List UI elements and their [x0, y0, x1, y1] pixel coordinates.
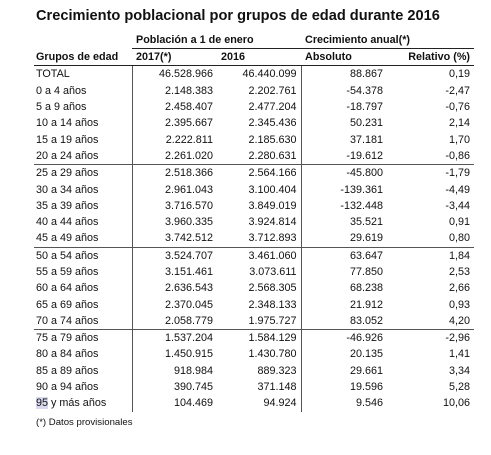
cell-absoluto: 19.596 [301, 379, 387, 395]
cell-relativo: 0,93 [449, 298, 471, 311]
table-row [34, 66, 474, 83]
row-label: 0 a 4 años [36, 84, 87, 97]
cell-relativo: -4,49 [445, 183, 471, 196]
cell-2017: 2.518.366 [132, 165, 217, 182]
table-title: Crecimiento poblacional por grupos de edad durante 2016 [36, 8, 440, 24]
cell-2017: 3.151.461 [132, 264, 217, 280]
cell-2017: 3.742.512 [132, 230, 217, 247]
row-label: 40 a 44 años [36, 216, 99, 229]
row-label: TOTAL [36, 68, 70, 81]
cell-2017: 3.524.707 [132, 247, 217, 264]
header-group-row [34, 32, 474, 49]
header-column-row [34, 49, 474, 66]
row-label: 70 a 74 años [36, 314, 99, 327]
row-label: 45 a 49 años [36, 232, 99, 245]
table-row [34, 214, 474, 230]
cell-absoluto: 21.912 [301, 296, 387, 312]
cell-relativo: 0,80 [449, 232, 471, 245]
table-row [34, 131, 474, 147]
cell-2016: 3.100.404 [248, 183, 297, 196]
cell-absoluto: 37.181 [301, 131, 387, 147]
row-label: 75 a 79 años [34, 330, 132, 347]
cell-2017: 2.370.045 [132, 296, 217, 312]
table-row [34, 264, 474, 280]
table-row [34, 115, 474, 131]
row-label: 80 a 84 años [36, 348, 99, 361]
footnote: (*) Datos provisionales [36, 416, 133, 428]
cell-2017: 3.716.570 [132, 198, 217, 214]
cell-2017: 46.528.966 [132, 66, 217, 83]
table-row [34, 395, 474, 411]
row-label: 50 a 54 años [34, 247, 132, 264]
cell-absoluto: -132.448 [301, 198, 387, 214]
cell-absoluto: -19.612 [301, 148, 387, 165]
cell-absoluto: -45.800 [301, 165, 387, 182]
cell-2017: 2.961.043 [132, 181, 217, 197]
row-label: 35 a 39 años [36, 199, 99, 212]
cell-relativo: 0,91 [449, 216, 471, 229]
cell-relativo: 1,84 [387, 247, 474, 264]
cell-relativo: 1,70 [449, 133, 471, 146]
row-label: 25 a 29 años [34, 165, 132, 182]
row-label [34, 395, 132, 411]
cell-absoluto: -46.926 [301, 330, 387, 347]
cell-2016: 2.564.166 [217, 165, 301, 182]
cell-2016: 2.477.204 [248, 101, 297, 114]
cell-absoluto: 20.135 [301, 346, 387, 362]
row-label: 10 a 14 años [36, 117, 99, 130]
table-row [34, 313, 474, 330]
table-row [34, 247, 474, 264]
row-label: 30 a 34 años [36, 183, 99, 196]
cell-relativo: 0,19 [449, 68, 471, 81]
cell-2016: 94.924 [263, 397, 297, 410]
table-row [34, 346, 474, 362]
cell-2016: 2.280.631 [248, 149, 297, 162]
header-poblacion: Población a 1 de enero [132, 32, 301, 49]
cell-2016: 46.440.099 [242, 68, 297, 81]
cell-2017: 2.395.667 [132, 115, 217, 131]
table-row [34, 363, 474, 379]
row-label-rest: y más años [48, 397, 107, 410]
cell-absoluto: 77.850 [301, 264, 387, 280]
cell-relativo: 1,41 [449, 348, 471, 361]
header-2017: 2017(*) [132, 49, 217, 66]
cell-absoluto: 29.619 [301, 230, 387, 247]
cell-relativo: -2,96 [387, 330, 474, 347]
cell-2017: 1.450.915 [132, 346, 217, 362]
cell-absoluto: 68.238 [301, 280, 387, 296]
row-label: 5 a 9 años [36, 101, 87, 114]
cell-relativo: -0,86 [445, 149, 471, 162]
cell-2016: 2.202.761 [248, 84, 297, 97]
cell-relativo: 2,14 [449, 117, 471, 130]
cell-relativo: 5,28 [449, 381, 471, 394]
cell-absoluto: 63.647 [301, 247, 387, 264]
table-row [34, 83, 474, 99]
cell-2016: 3.849.019 [248, 199, 297, 212]
table-row [34, 165, 474, 182]
cell-2016: 1.584.129 [217, 330, 301, 347]
cell-2016: 1.430.780 [248, 348, 297, 361]
cell-2016: 2.348.133 [248, 298, 297, 311]
row-label: 90 a 94 años [36, 381, 99, 394]
cell-absoluto: -139.361 [301, 181, 387, 197]
table-row [34, 296, 474, 312]
table-row [34, 330, 474, 347]
table-row [34, 230, 474, 247]
row-label: 85 a 89 años [36, 364, 99, 377]
header-grupos: Grupos de edad [34, 49, 132, 66]
header-relativo: Relativo (%) [387, 49, 474, 66]
cell-2017: 1.537.204 [132, 330, 217, 347]
cell-2017: 2.148.383 [132, 83, 217, 99]
cell-absoluto: -54.378 [301, 83, 387, 99]
table-row [34, 181, 474, 197]
cell-relativo: -1,79 [387, 165, 474, 182]
cell-2016: 3.073.611 [249, 266, 297, 278]
table-row [34, 280, 474, 296]
table-row [34, 148, 474, 165]
cell-2017: 2.636.543 [132, 280, 217, 296]
cell-relativo: 3,34 [449, 364, 471, 377]
cell-absoluto: 9.546 [301, 395, 387, 411]
cell-2016: 3.712.893 [248, 232, 297, 245]
cell-2016: 889.323 [257, 364, 297, 377]
cell-relativo: -2,47 [445, 84, 471, 97]
table-row [34, 99, 474, 115]
cell-2017: 104.469 [132, 395, 217, 411]
cell-2016: 2.345.436 [248, 117, 297, 130]
cell-2017: 2.058.779 [132, 313, 217, 330]
cell-2017: 2.222.811 [132, 131, 217, 147]
row-label: 55 a 59 años [36, 266, 99, 278]
cell-2016: 2.185.630 [248, 133, 297, 146]
document [34, 6, 476, 428]
highlighted-text: 95 [36, 397, 49, 410]
cell-relativo: 2,66 [449, 282, 471, 295]
header-absoluto: Absoluto [301, 49, 387, 66]
cell-relativo: -0,76 [445, 101, 471, 114]
cell-2017: 2.458.407 [132, 99, 217, 115]
population-table [34, 32, 474, 412]
row-label: 60 a 64 años [36, 282, 99, 295]
cell-2017: 2.261.020 [132, 148, 217, 165]
cell-absoluto: 29.661 [301, 363, 387, 379]
header-crecimiento: Crecimiento anual(*) [301, 32, 474, 49]
row-label: 15 a 19 años [36, 133, 99, 146]
cell-2016: 371.148 [257, 381, 297, 394]
cell-2016: 3.461.060 [217, 247, 301, 264]
cell-absoluto: 83.052 [301, 313, 387, 330]
cell-relativo: 4,20 [449, 314, 471, 327]
cell-absoluto: 35.521 [301, 214, 387, 230]
cell-2017: 918.984 [132, 363, 217, 379]
cell-absoluto: 88.867 [301, 66, 387, 83]
row-label: 20 a 24 años [36, 149, 99, 162]
row-label: 65 a 69 años [36, 298, 99, 311]
table-row [34, 198, 474, 214]
cell-2016: 3.924.814 [248, 216, 297, 229]
cell-relativo: 10,06 [442, 397, 471, 410]
cell-2016: 1.975.727 [248, 314, 297, 327]
header-blank [34, 32, 132, 49]
cell-relativo: -3,44 [445, 199, 471, 212]
cell-absoluto: -18.797 [301, 99, 387, 115]
cell-2017: 3.960.335 [132, 214, 217, 230]
cell-relativo: 2,53 [449, 266, 471, 278]
cell-2017: 390.745 [132, 379, 217, 395]
cell-absoluto: 50.231 [301, 115, 387, 131]
header-2016: 2016 [217, 49, 301, 66]
cell-2016: 2.568.305 [248, 282, 297, 295]
table-row [34, 379, 474, 395]
